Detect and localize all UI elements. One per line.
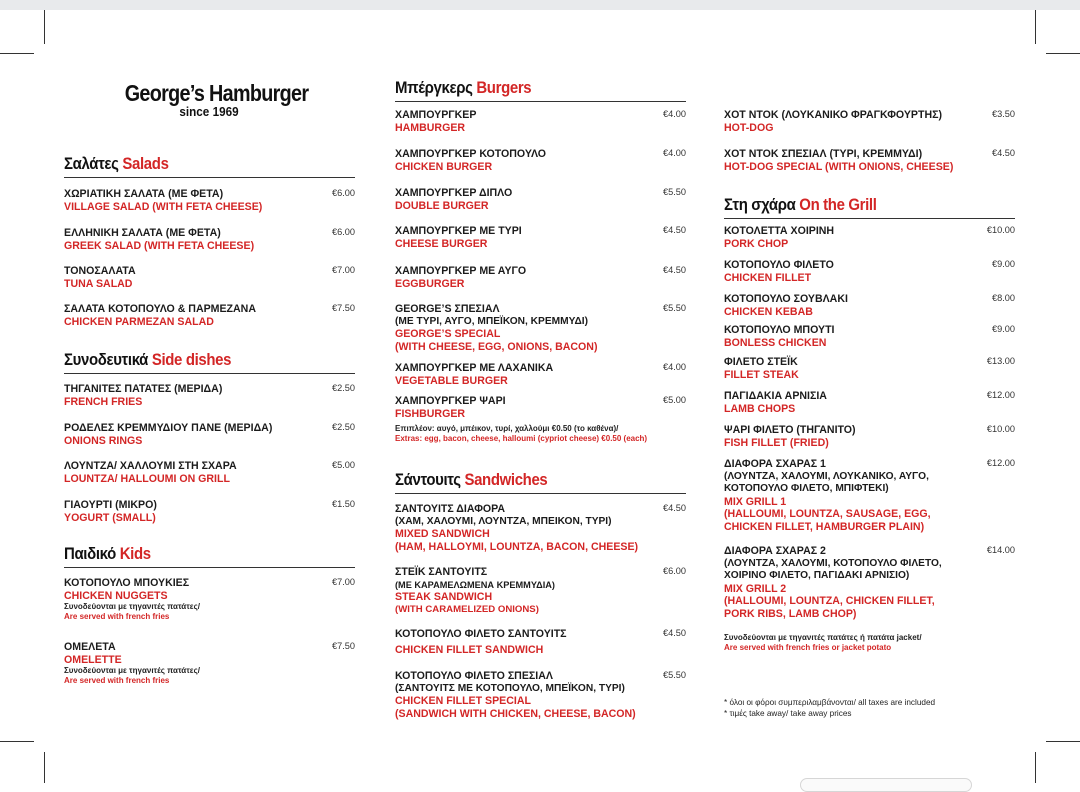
item-name-en: GEORGE’S SPECIAL [395,328,501,340]
item-name-en: LOUNTZA/ HALLOUMI ON GRILL [64,472,230,485]
burgers-section [395,78,686,102]
item-name-gr: ΣΑΛΑΤΑ ΚΟΤΟΠΟΥΛΟ & ΠΑΡΜΕΖΑΝΑ [64,303,256,315]
item-price: €5.50 [663,670,686,680]
menu-item [395,566,686,616]
item-price: €5.50 [663,303,686,313]
menu-item [395,148,686,173]
item-price: €6.00 [332,227,355,237]
item-desc-gr: (ΜΕ ΤΥΡΙ, ΑΥΓΟ, ΜΠΕΪΚΟΝ, ΚΡΕΜΜΥΔΙ) [395,315,588,327]
item-price: €6.00 [332,188,355,198]
menu-item [395,628,686,656]
sandwiches-section [395,470,686,494]
item-note-en: Are served with french fries [64,612,170,621]
item-desc-gr: ΧΟΙΡΙΝΟ ΦΙΛΕΤΟ, ΠΑΓΙΔΑΚΙ ΑΡΝΙΣΙΟ) [724,570,910,581]
item-name-en: HAMBURGER [395,121,466,134]
item-name-en: CHICKEN PARMEZAN SALAD [64,315,214,328]
extras-note-en: Extras: egg, bacon, cheese, halloumi (cypriot cheese) €0.50 (each) [395,434,648,443]
sides-section [64,350,355,374]
item-price: €4.50 [663,628,686,638]
brand-since: since 1969 [179,104,239,119]
item-name-en: HOT-DOG SPECIAL (WITH ONIONS, CHEESE) [724,160,954,173]
item-price: €1.50 [332,499,355,509]
item-name-gr: ΧΑΜΠΟΥΡΓΚΕΡ ΜΕ ΛΑΧΑΝΙΚΑ [395,362,554,374]
item-desc-en: CHICKEN FILLET, HAMBURGER PLAIN) [724,520,925,533]
item-name-gr: ΓΙΑΟΥΡΤΙ (ΜΙΚΡΟ) [64,499,157,511]
item-price: €7.50 [332,641,355,651]
item-name-gr: ΦΙΛΕΤΟ ΣΤΕΪΚ [724,356,798,368]
menu-item [64,422,355,447]
menu-item [64,383,355,408]
item-name-en: CHEESE BURGER [395,237,488,250]
section-title: Συνοδευτικά Side dishes [64,350,232,369]
item-price: €14.00 [986,545,1015,555]
menu-item [395,503,686,553]
item-name-en: TUNA SALAD [64,277,133,290]
item-name-en: CHICKEN BURGER [395,160,493,173]
item-name-en: FISHBURGER [395,407,466,420]
menu-item [395,395,686,420]
item-desc-en: PORK RIBS, LAMB CHOP) [724,607,857,620]
item-name-gr: ΚΟΤΟΛΕΤΤΑ ΧΟΙΡΙΝΗ [724,225,835,237]
grill-note-gr: Συνοδεύονται με τηγανιτές πατάτες ή πατάτα jacket/ [724,633,922,642]
item-price: €7.50 [332,303,355,313]
item-name-gr: ΟΜΕΛΕΤΑ [64,641,116,653]
kids-section [64,544,355,568]
item-name-gr: ΡΟΔΕΛΕΣ ΚΡΕΜΜΥΔΙΟΥ ΠΑΝΕ (ΜΕΡΙΔΑ) [64,422,273,434]
item-price: €4.50 [663,265,686,275]
item-desc-gr: (ΛΟΥΝΤΖΑ, ΧΑΛΟΥΜΙ, ΚΟΤΟΠΟΥΛΟ ΦΙΛΕΤΟ, [724,557,942,569]
item-price: €5.00 [332,460,355,470]
menu-item [64,303,355,328]
menu-item [724,225,1015,250]
item-name-en: ONIONS RINGS [64,434,143,447]
item-note-en: Are served with french fries [64,676,170,685]
menu-item [724,458,1015,533]
item-price: €2.50 [332,422,355,432]
item-price: €7.00 [332,577,355,587]
item-name-en: VILLAGE SALAD (WITH FETA CHEESE) [64,200,263,213]
crop-mark [1035,10,1036,44]
item-price: €4.00 [663,148,686,158]
item-desc-en: (SANDWICH WITH CHICKEN, CHEESE, BACON) [395,707,636,720]
grill-section [724,195,1015,219]
item-name-gr: ΔΙΑΦΟΡΑ ΣΧΑΡΑΣ 1 [724,458,826,470]
item-name-en: LAMB CHOPS [724,402,796,415]
item-name-gr: ΧΑΜΠΟΥΡΓΚΕΡ ΔΙΠΛΟ [395,187,513,199]
menu-item [64,577,355,622]
item-name-en: HOT-DOG [724,121,774,134]
item-desc-gr: (ΜΕ ΚΑΡΑΜΕΛΩΜΕΝΑ ΚΡΕΜΜΥΔΙΑ) [395,579,555,590]
item-name-gr: ΤΟΝΟΣΑΛΑΤΑ [64,265,136,277]
menu-item [64,227,355,252]
menu-item [724,424,1015,449]
item-name-en: OMELETTE [64,653,122,666]
menu-item [395,670,686,720]
item-name-gr: ΧΑΜΠΟΥΡΓΚΕΡ ΨΑΡΙ [395,395,506,407]
item-name-gr: ΣΤΕΪΚ ΣΑΝΤΟΥΙΤΣ [395,566,488,578]
item-name-en: PORK CHOP [724,237,789,250]
item-desc-gr: (ΧΑΜ, ΧΑΛΟΥΜΙ, ΛΟΥΝΤΖΑ, ΜΠΕΙΚΟΝ, ΤΥΡΙ) [395,515,612,527]
crop-mark [1046,741,1080,742]
menu-item [724,109,1015,134]
menu-item [724,545,1015,620]
item-desc-en: (HAM, HALLOYMI, LOUNTZA, BACON, CHEESE) [395,540,639,553]
item-desc-en: (WITH CHEESE, EGG, ONIONS, BACON) [395,340,598,353]
item-price: €5.50 [663,187,686,197]
item-name-en: CHICKEN NUGGETS [64,589,168,602]
menu-item [395,265,686,290]
item-name-en: STEAK SANDWICH [395,591,493,603]
item-price: €10.00 [986,424,1015,434]
item-price: €12.00 [986,458,1015,468]
item-price: €9.00 [992,259,1015,269]
item-price: €4.50 [663,503,686,513]
grill-note-en: Are served with french fries or jacket potato [724,643,892,652]
salads-section [64,154,355,178]
item-name-en: FILLET STEAK [724,368,799,381]
item-name-gr: GEORGE’S ΣΠΕΣΙΑΛ [395,303,500,315]
item-price: €12.00 [986,390,1015,400]
menu-item [64,460,355,485]
item-desc-en: (HALLOUMI, LOUNTZA, SAUSAGE, EGG, [724,508,931,520]
menu-item [395,109,686,134]
item-price: €6.00 [663,566,686,576]
item-name-gr: ΧΑΜΠΟΥΡΓΚΕΡ ΜΕ ΑΥΓΟ [395,265,527,277]
item-name-en: CHICKEN FILLET SANDWICH [395,643,544,656]
item-name-en: MIX GRILL 2 [724,582,787,595]
item-desc-gr: (ΣΑΝΤΟΥΙΤΣ ΜΕ ΚΟΤΟΠΟΥΛΟ, ΜΠΕΪΚΟΝ, ΤΥΡΙ) [395,682,625,694]
item-name-gr: ΛΟΥΝΤΖΑ/ ΧΑΛΛΟΥΜΙ ΣΤΗ ΣΧΑΡΑ [64,460,237,472]
item-name-en: VEGETABLE BURGER [395,374,508,387]
menu-item [64,641,355,686]
section-divider [724,218,1015,219]
item-desc-gr: ΚΟΤΟΠΟΥΛΟ ΦΙΛΕΤΟ, ΜΠΙΦΤΕΚΙ) [724,483,889,494]
menu-item [395,225,686,250]
top-strip [0,0,1080,10]
item-name-gr: ΣΑΝΤΟΥΙΤΣ ΔΙΑΦΟΡΑ [395,503,506,515]
taxes-note: * όλοι οι φόροι συμπεριλαμβάνονται/ all taxes are included [724,698,936,707]
section-title: Σαλάτες Salads [64,154,169,173]
item-price: €5.00 [663,395,686,405]
section-divider [64,177,355,178]
item-name-gr: ΧΩΡΙΑΤΙΚΗ ΣΑΛΑΤΑ (ΜΕ ΦΕΤΑ) [64,188,224,200]
item-name-en: FRENCH FRIES [64,395,143,408]
footer-notes [724,697,1024,719]
section-divider [395,101,686,102]
section-divider [64,567,355,568]
item-note-gr: Συνοδεύονται με τηγανιτές πατάτες/ [64,602,200,611]
section-divider [64,373,355,374]
crop-mark [44,10,45,44]
item-name-en: CHICKEN KEBAB [724,305,813,318]
menu-item [724,259,1015,284]
extras-note-gr: Επιπλέον: αυγό, μπέικον, τυρί, χαλλούμι €0.50 (το καθένα)/ [395,424,619,433]
crop-mark [0,741,34,742]
item-name-gr: ΧΑΜΠΟΥΡΓΚΕΡ ΚΟΤΟΠΟΥΛΟ [395,148,547,160]
item-note-gr: Συνοδεύονται με τηγανιτές πατάτες/ [64,666,200,675]
item-desc-en: (HALLOUMI, LOUNTZA, CHICKEN FILLET, [724,595,935,607]
item-name-gr: ΠΑΓΙΔΑΚΙΑ ΑΡΝΙΣΙΑ [724,390,827,402]
menu-item [395,303,686,353]
menu-item [64,265,355,290]
item-name-gr: ΧΑΜΠΟΥΡΓΚΕΡ ΜΕ ΤΥΡΙ [395,225,522,237]
item-name-gr: ΚΟΤΟΠΟΥΛΟ ΜΠΟΥΚΙΕΣ [64,577,190,589]
menu-item [724,324,1015,349]
crop-mark [1035,752,1036,783]
item-name-en: BONLESS CHICKEN [724,336,827,349]
extras-note [395,424,695,444]
item-name-en: MIXED SANDWICH [395,528,490,540]
menu-item [64,188,355,213]
bottom-pill [800,778,972,792]
menu-item [395,187,686,212]
item-name-en: MIX GRILL 1 [724,495,787,508]
section-title: Σάντουιτς Sandwiches [395,470,548,489]
item-name-en: DOUBLE BURGER [395,199,489,212]
item-price: €2.50 [332,383,355,393]
item-name-gr: ΚΟΤΟΠΟΥΛΟ ΦΙΛΕΤΟ ΣΠΕΣΙΑΛ [395,670,553,682]
item-name-gr: ΕΛΛΗΝΙΚΗ ΣΑΛΑΤΑ (ΜΕ ΦΕΤΑ) [64,227,221,239]
item-price: €7.00 [332,265,355,275]
item-name-en: YOGURT (SMALL) [64,511,156,524]
grill-note [724,633,1024,653]
item-name-gr: ΚΟΤΟΠΟΥΛΟ ΜΠΟΥΤΙ [724,324,835,336]
item-name-gr: ΨΑΡΙ ΦΙΛΕΤΟ (ΤΗΓΑΝΙΤΟ) [724,424,856,436]
item-name-en: CHICKEN FILLET SPECIAL [395,695,531,707]
item-price: €4.00 [663,109,686,119]
section-divider [395,493,686,494]
item-name-en: GREEK SALAD (WITH FETA CHEESE) [64,239,255,252]
menu-item [724,148,1015,173]
item-name-gr: ΤΗΓΑΝΙΤΕΣ ΠΑΤΑΤΕΣ (ΜΕΡΙΔΑ) [64,383,223,395]
crop-mark [1046,53,1080,54]
item-price: €4.50 [992,148,1015,158]
crop-mark [0,53,34,54]
item-name-en: FISH FILLET (FRIED) [724,436,829,449]
section-title: Στη σχάρα On the Grill [724,195,877,214]
item-desc-en: (WITH CARAMELIZED ONIONS) [395,603,539,615]
section-title: Μπέργκερς Burgers [395,78,532,97]
item-price: €10.00 [986,225,1015,235]
menu-item [724,390,1015,415]
crop-mark [44,752,45,783]
item-name-gr: ΚΟΤΟΠΟΥΛΟ ΦΙΛΕΤΟ [724,259,834,271]
menu-item [724,293,1015,318]
item-price: €3.50 [992,109,1015,119]
brand-name: George’s Hamburger [124,80,309,106]
item-name-gr: ΧΟΤ ΝΤΟΚ (ΛΟΥΚΑΝΙΚΟ ΦΡΑΓΚΦΟΥΡΤΗΣ) [724,109,942,121]
menu-item [724,356,1015,381]
item-name-en: CHICKEN FILLET [724,271,812,284]
item-name-en: EGGBURGER [395,277,465,290]
menu-item [395,362,686,387]
item-price: €8.00 [992,293,1015,303]
item-name-gr: ΧΑΜΠΟΥΡΓΚΕΡ [395,109,477,121]
item-price: €4.50 [663,225,686,235]
item-name-gr: ΔΙΑΦΟΡΑ ΣΧΑΡΑΣ 2 [724,545,826,557]
item-price: €9.00 [992,324,1015,334]
item-price: €13.00 [986,356,1015,366]
item-name-gr: ΚΟΤΟΠΟΥΛΟ ΣΟΥΒΛΑΚΙ [724,293,848,305]
item-name-gr: ΚΟΤΟΠΟΥΛΟ ΦΙΛΕΤΟ ΣΑΝΤΟΥΙΤΣ [395,628,567,640]
item-desc-gr: (ΛΟΥΝΤΖΑ, ΧΑΛΟΥΜΙ, ΛΟΥΚΑΝΙΚΟ, ΑΥΓΟ, [724,470,929,482]
section-title: Παιδικό Kids [64,544,151,563]
takeaway-note: * τιμές take away/ take away prices [724,709,852,718]
item-price: €4.00 [663,362,686,372]
menu-item [64,499,355,524]
brand-logo [111,80,307,119]
item-name-gr: ΧΟΤ ΝΤΟΚ ΣΠΕΣΙΑΛ (ΤΥΡΙ, ΚΡΕΜΜΥΔΙ) [724,148,923,160]
